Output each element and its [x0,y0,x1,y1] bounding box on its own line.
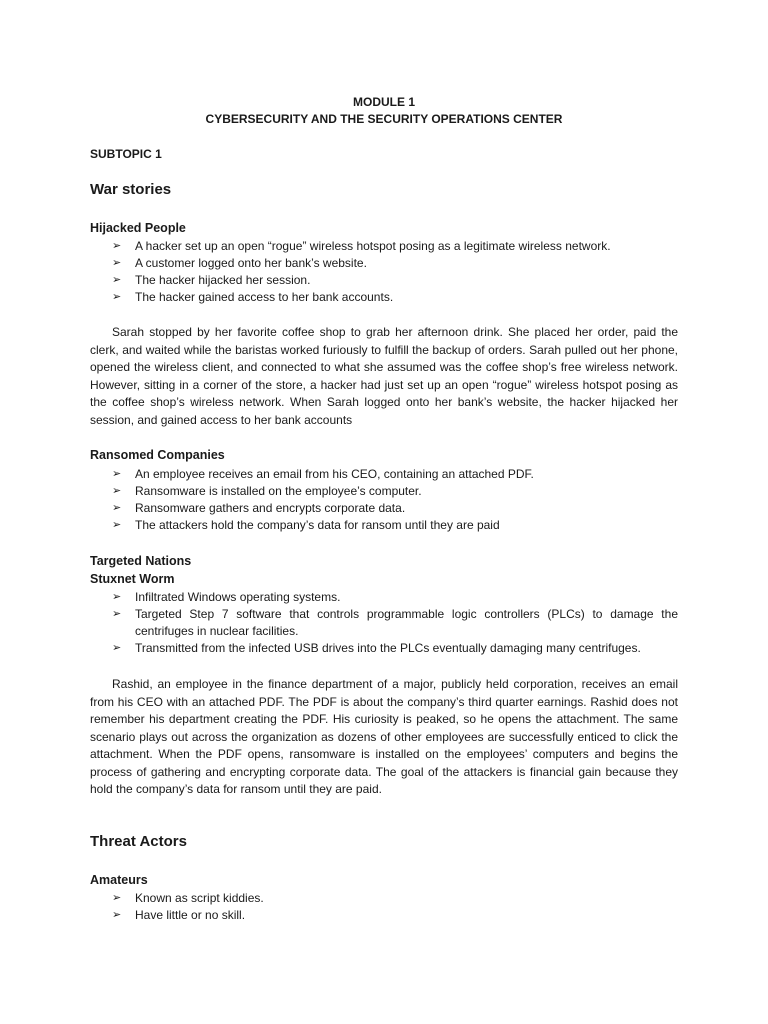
list-item: ➢ Targeted Step 7 software that controls programmable logic controllers (PLCs) to damage the centrifuges in nuclear facilities. [112,607,678,638]
arrow-bullet-icon: ➢ [112,591,122,603]
module-title: CYBERSECURITY AND THE SECURITY OPERATIONS CENTER [205,112,563,126]
subheading-ransomed-companies: Ransomed Companies [90,448,225,462]
subheading-hijacked-people: Hijacked People [90,221,186,235]
arrow-bullet-icon: ➢ [112,240,122,252]
arrow-bullet-icon: ➢ [112,502,122,514]
list-item: ➢ Infiltrated Windows operating systems. [112,590,341,604]
section-heading-war-stories: War stories [90,181,172,198]
subheading-stuxnet-worm: Stuxnet Worm [90,572,175,586]
section-heading-threat-actors: Threat Actors [90,833,187,850]
list-item: ➢ Ransomware gathers and encrypts corporate data. [112,501,406,515]
subtopic-label: SUBTOPIC 1 [90,147,162,161]
list-item: ➢ A hacker set up an open “rogue” wireless hotspot posing as a legitimate wireless network. [112,239,611,253]
subheading-amateurs: Amateurs [90,873,148,887]
arrow-bullet-icon: ➢ [112,642,122,654]
ransomed-bullet-list [90,466,678,534]
list-item: ➢ Known as script kiddies. [112,891,264,905]
sarah-story-paragraph: Sarah stopped by her favorite coffee shop to grab her afternoon drink. She placed her order, paid the clerk, and waited while the baristas worked furiously to fulfill the backup of orders. Sarah pulled out her phone, opened the wireless client, and connected to what she assumed was the coffee shop’s free wireless network. However, sitting in a corner of the store, a hacker had just set up an open “rogue” wireless hotspot posing as the coffee shop’s wireless network. When Sarah logged onto her bank’s website, the hacker hijacked her session, and gained access to her bank accounts [90,325,678,427]
arrow-bullet-icon: ➢ [112,892,122,904]
arrow-bullet-icon: ➢ [112,909,122,921]
amateurs-bullet-list [90,890,678,924]
arrow-bullet-icon: ➢ [112,485,122,497]
arrow-bullet-icon: ➢ [112,274,122,286]
stuxnet-bullet-list [90,589,678,657]
arrow-bullet-icon: ➢ [112,608,122,620]
arrow-bullet-icon: ➢ [112,468,122,480]
arrow-bullet-icon: ➢ [112,519,122,531]
module-number: MODULE 1 [352,95,415,109]
arrow-bullet-icon: ➢ [112,257,122,269]
list-item: ➢ The hacker hijacked her session. [112,273,311,287]
list-item: ➢ A customer logged onto her bank’s website. [112,256,367,270]
subheading-targeted-nations: Targeted Nations [90,554,192,568]
arrow-bullet-icon: ➢ [112,291,122,303]
list-item: ➢ An employee receives an email from his CEO, containing an attached PDF. [112,467,534,481]
list-item: ➢ Transmitted from the infected USB drives into the PLCs eventually damaging many centrifuges. [112,641,641,655]
list-item: ➢ Have little or no skill. [112,908,246,922]
hijacked-bullet-list [90,238,678,306]
list-item: ➢ Ransomware is installed on the employee’s computer. [112,484,422,498]
list-item: ➢ The hacker gained access to her bank accounts. [112,290,394,304]
list-item: ➢ The attackers hold the company’s data for ransom until they are paid [112,518,500,532]
rashid-story-paragraph: Rashid, an employee in the finance department of a major, publicly held corporation, receives an email from his CEO with an attached PDF. The PDF is about the company’s third quarter earnings. Rashid does not remember his department creating the PDF. His curiosity is peaked, so he opens the attachment. The same scenario plays out across the organization as dozens of other employees are successfully enticed to click the attachment. When the PDF opens, ransomware is installed on the employees’ computers and begins the process of gathering and encrypting corporate data. The goal of the attackers is financial gain because they hold the company’s data for ransom until they are paid. [90,677,678,796]
